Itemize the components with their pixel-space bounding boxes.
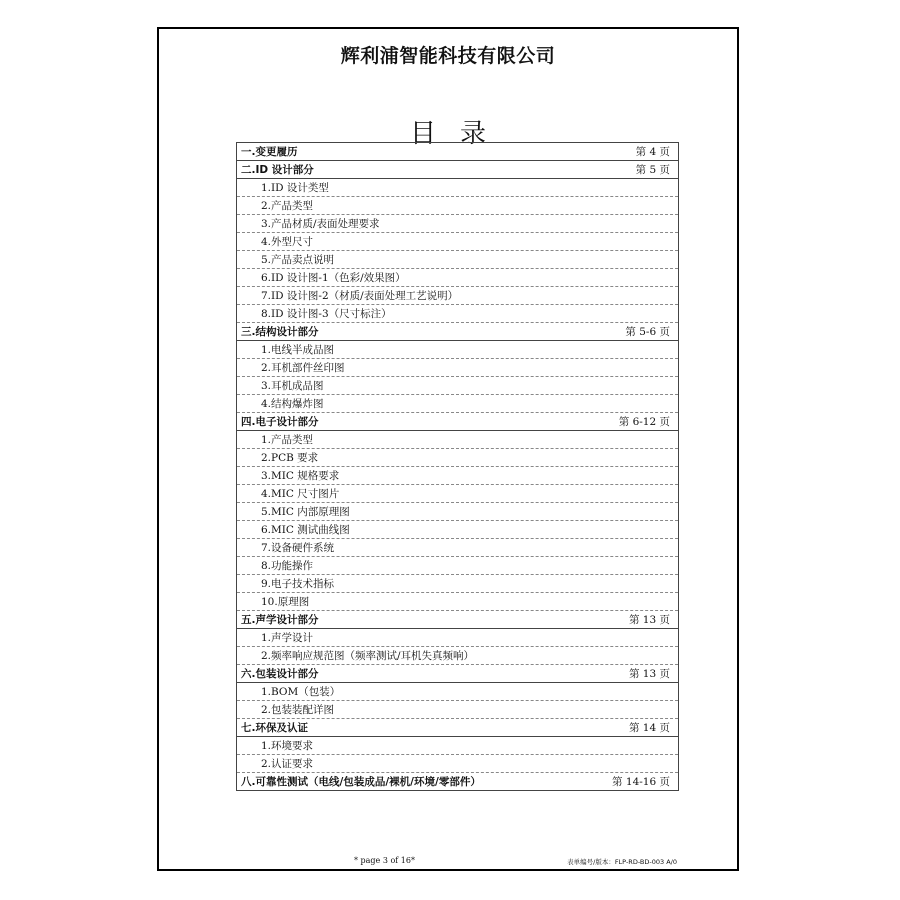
document-page bbox=[157, 27, 739, 871]
toc-item-row bbox=[237, 521, 678, 539]
toc-item-row bbox=[237, 593, 678, 611]
toc-item-row bbox=[237, 233, 678, 251]
toc-item-row bbox=[237, 467, 678, 485]
toc-entry-text: 二.ID 设计部分 bbox=[241, 164, 314, 176]
toc-page-ref: 第 13 页 bbox=[628, 668, 670, 680]
toc-item-row bbox=[237, 449, 678, 467]
toc-item-row bbox=[237, 287, 678, 305]
toc-entry-text: 五.声学设计部分 bbox=[241, 614, 319, 626]
toc-page-ref: 第 14 页 bbox=[628, 722, 670, 734]
toc-entry-text: 10.原理图 bbox=[261, 596, 310, 608]
toc-entry-text: 1.产品类型 bbox=[261, 434, 314, 446]
toc-entry-text: 2.认证要求 bbox=[261, 758, 314, 770]
toc-item-row bbox=[237, 683, 678, 701]
toc-item-row bbox=[237, 251, 678, 269]
form-number: 表单编号/版本：FLP-RD-BD-003 A/0 bbox=[567, 858, 677, 866]
toc-entry-text: 6.ID 设计图-1（色彩/效果图） bbox=[261, 272, 406, 284]
toc-item-row bbox=[237, 539, 678, 557]
toc-item-row bbox=[237, 575, 678, 593]
toc-entry-text: 2.产品类型 bbox=[261, 200, 314, 212]
toc-entry-text: 5.MIC 内部原理图 bbox=[261, 506, 350, 518]
toc-item-row bbox=[237, 503, 678, 521]
toc-page-ref: 第 13 页 bbox=[628, 614, 670, 626]
toc-entry-text: 六.包装设计部分 bbox=[241, 668, 319, 680]
toc-item-row bbox=[237, 485, 678, 503]
toc-item-row bbox=[237, 755, 678, 773]
toc-item-row bbox=[237, 395, 678, 413]
toc-entry-text: 5.产品卖点说明 bbox=[261, 254, 335, 266]
toc-item-row bbox=[237, 359, 678, 377]
toc-item-row bbox=[237, 269, 678, 287]
toc-section-row bbox=[237, 161, 678, 179]
table-of-contents bbox=[236, 142, 679, 791]
toc-entry-text: 1.声学设计 bbox=[261, 632, 314, 644]
toc-entry-text: 1.环境要求 bbox=[261, 740, 314, 752]
toc-item-row bbox=[237, 377, 678, 395]
toc-section-row bbox=[237, 773, 678, 791]
toc-entry-text: 9.电子技术指标 bbox=[261, 578, 335, 590]
toc-entry-text: 1.BOM（包装） bbox=[261, 686, 341, 698]
toc-page-ref: 第 5 页 bbox=[635, 164, 670, 176]
toc-section-row bbox=[237, 143, 678, 161]
toc-entry-text: 7.设备硬件系统 bbox=[261, 542, 335, 554]
toc-item-row bbox=[237, 701, 678, 719]
toc-entry-text: 1.电线半成品图 bbox=[261, 344, 335, 356]
toc-title: 目录 bbox=[409, 119, 510, 149]
page-number: * page 3 of 16* bbox=[354, 856, 415, 865]
toc-entry-text: 3.产品材质/表面处理要求 bbox=[261, 218, 380, 230]
toc-entry-text: 2.耳机部件丝印图 bbox=[261, 362, 345, 374]
toc-section-row bbox=[237, 665, 678, 683]
toc-entry-text: 7.ID 设计图-2（材质/表面处理工艺说明） bbox=[261, 290, 459, 302]
toc-entry-text: 3.耳机成品图 bbox=[261, 380, 324, 392]
toc-section-row bbox=[237, 323, 678, 341]
company-name: 辉利浦智能科技有限公司 bbox=[340, 45, 556, 67]
toc-entry-text: 6.MIC 测试曲线图 bbox=[261, 524, 350, 536]
toc-entry-text: 一.变更履历 bbox=[241, 146, 298, 158]
toc-page-ref: 第 4 页 bbox=[635, 146, 670, 158]
toc-entry-text: 3.MIC 规格要求 bbox=[261, 470, 340, 482]
toc-entry-text: 8.ID 设计图-3（尺寸标注） bbox=[261, 308, 392, 320]
toc-entry-text: 1.ID 设计类型 bbox=[261, 182, 329, 194]
toc-entry-text: 2.包装装配详图 bbox=[261, 704, 335, 716]
toc-entry-text: 七.环保及认证 bbox=[241, 722, 308, 734]
toc-entry-text: 2.频率响应规范图（频率测试/耳机失真频响） bbox=[261, 650, 475, 662]
toc-section-row bbox=[237, 611, 678, 629]
toc-entry-text: 4.MIC 尺寸图片 bbox=[261, 488, 340, 500]
toc-item-row bbox=[237, 629, 678, 647]
toc-entry-text: 4.结构爆炸图 bbox=[261, 398, 324, 410]
toc-entry-text: 2.PCB 要求 bbox=[261, 452, 319, 464]
toc-entry-text: 三.结构设计部分 bbox=[241, 326, 319, 338]
toc-item-row bbox=[237, 431, 678, 449]
toc-item-row bbox=[237, 305, 678, 323]
toc-entry-text: 4.外型尺寸 bbox=[261, 236, 314, 248]
toc-item-row bbox=[237, 737, 678, 755]
toc-page-ref: 第 6-12 页 bbox=[618, 416, 670, 428]
toc-page-ref: 第 5-6 页 bbox=[625, 326, 670, 338]
toc-item-row bbox=[237, 179, 678, 197]
toc-entry-text: 8.功能操作 bbox=[261, 560, 314, 572]
toc-item-row bbox=[237, 557, 678, 575]
toc-item-row bbox=[237, 197, 678, 215]
toc-item-row bbox=[237, 647, 678, 665]
toc-entry-text: 八.可靠性测试（电线/包装成品/裸机/环境/零部件） bbox=[241, 776, 481, 788]
toc-item-row bbox=[237, 215, 678, 233]
toc-section-row bbox=[237, 719, 678, 737]
toc-page-ref: 第 14-16 页 bbox=[612, 776, 670, 788]
toc-item-row bbox=[237, 341, 678, 359]
toc-section-row bbox=[237, 413, 678, 431]
toc-entry-text: 四.电子设计部分 bbox=[241, 416, 319, 428]
